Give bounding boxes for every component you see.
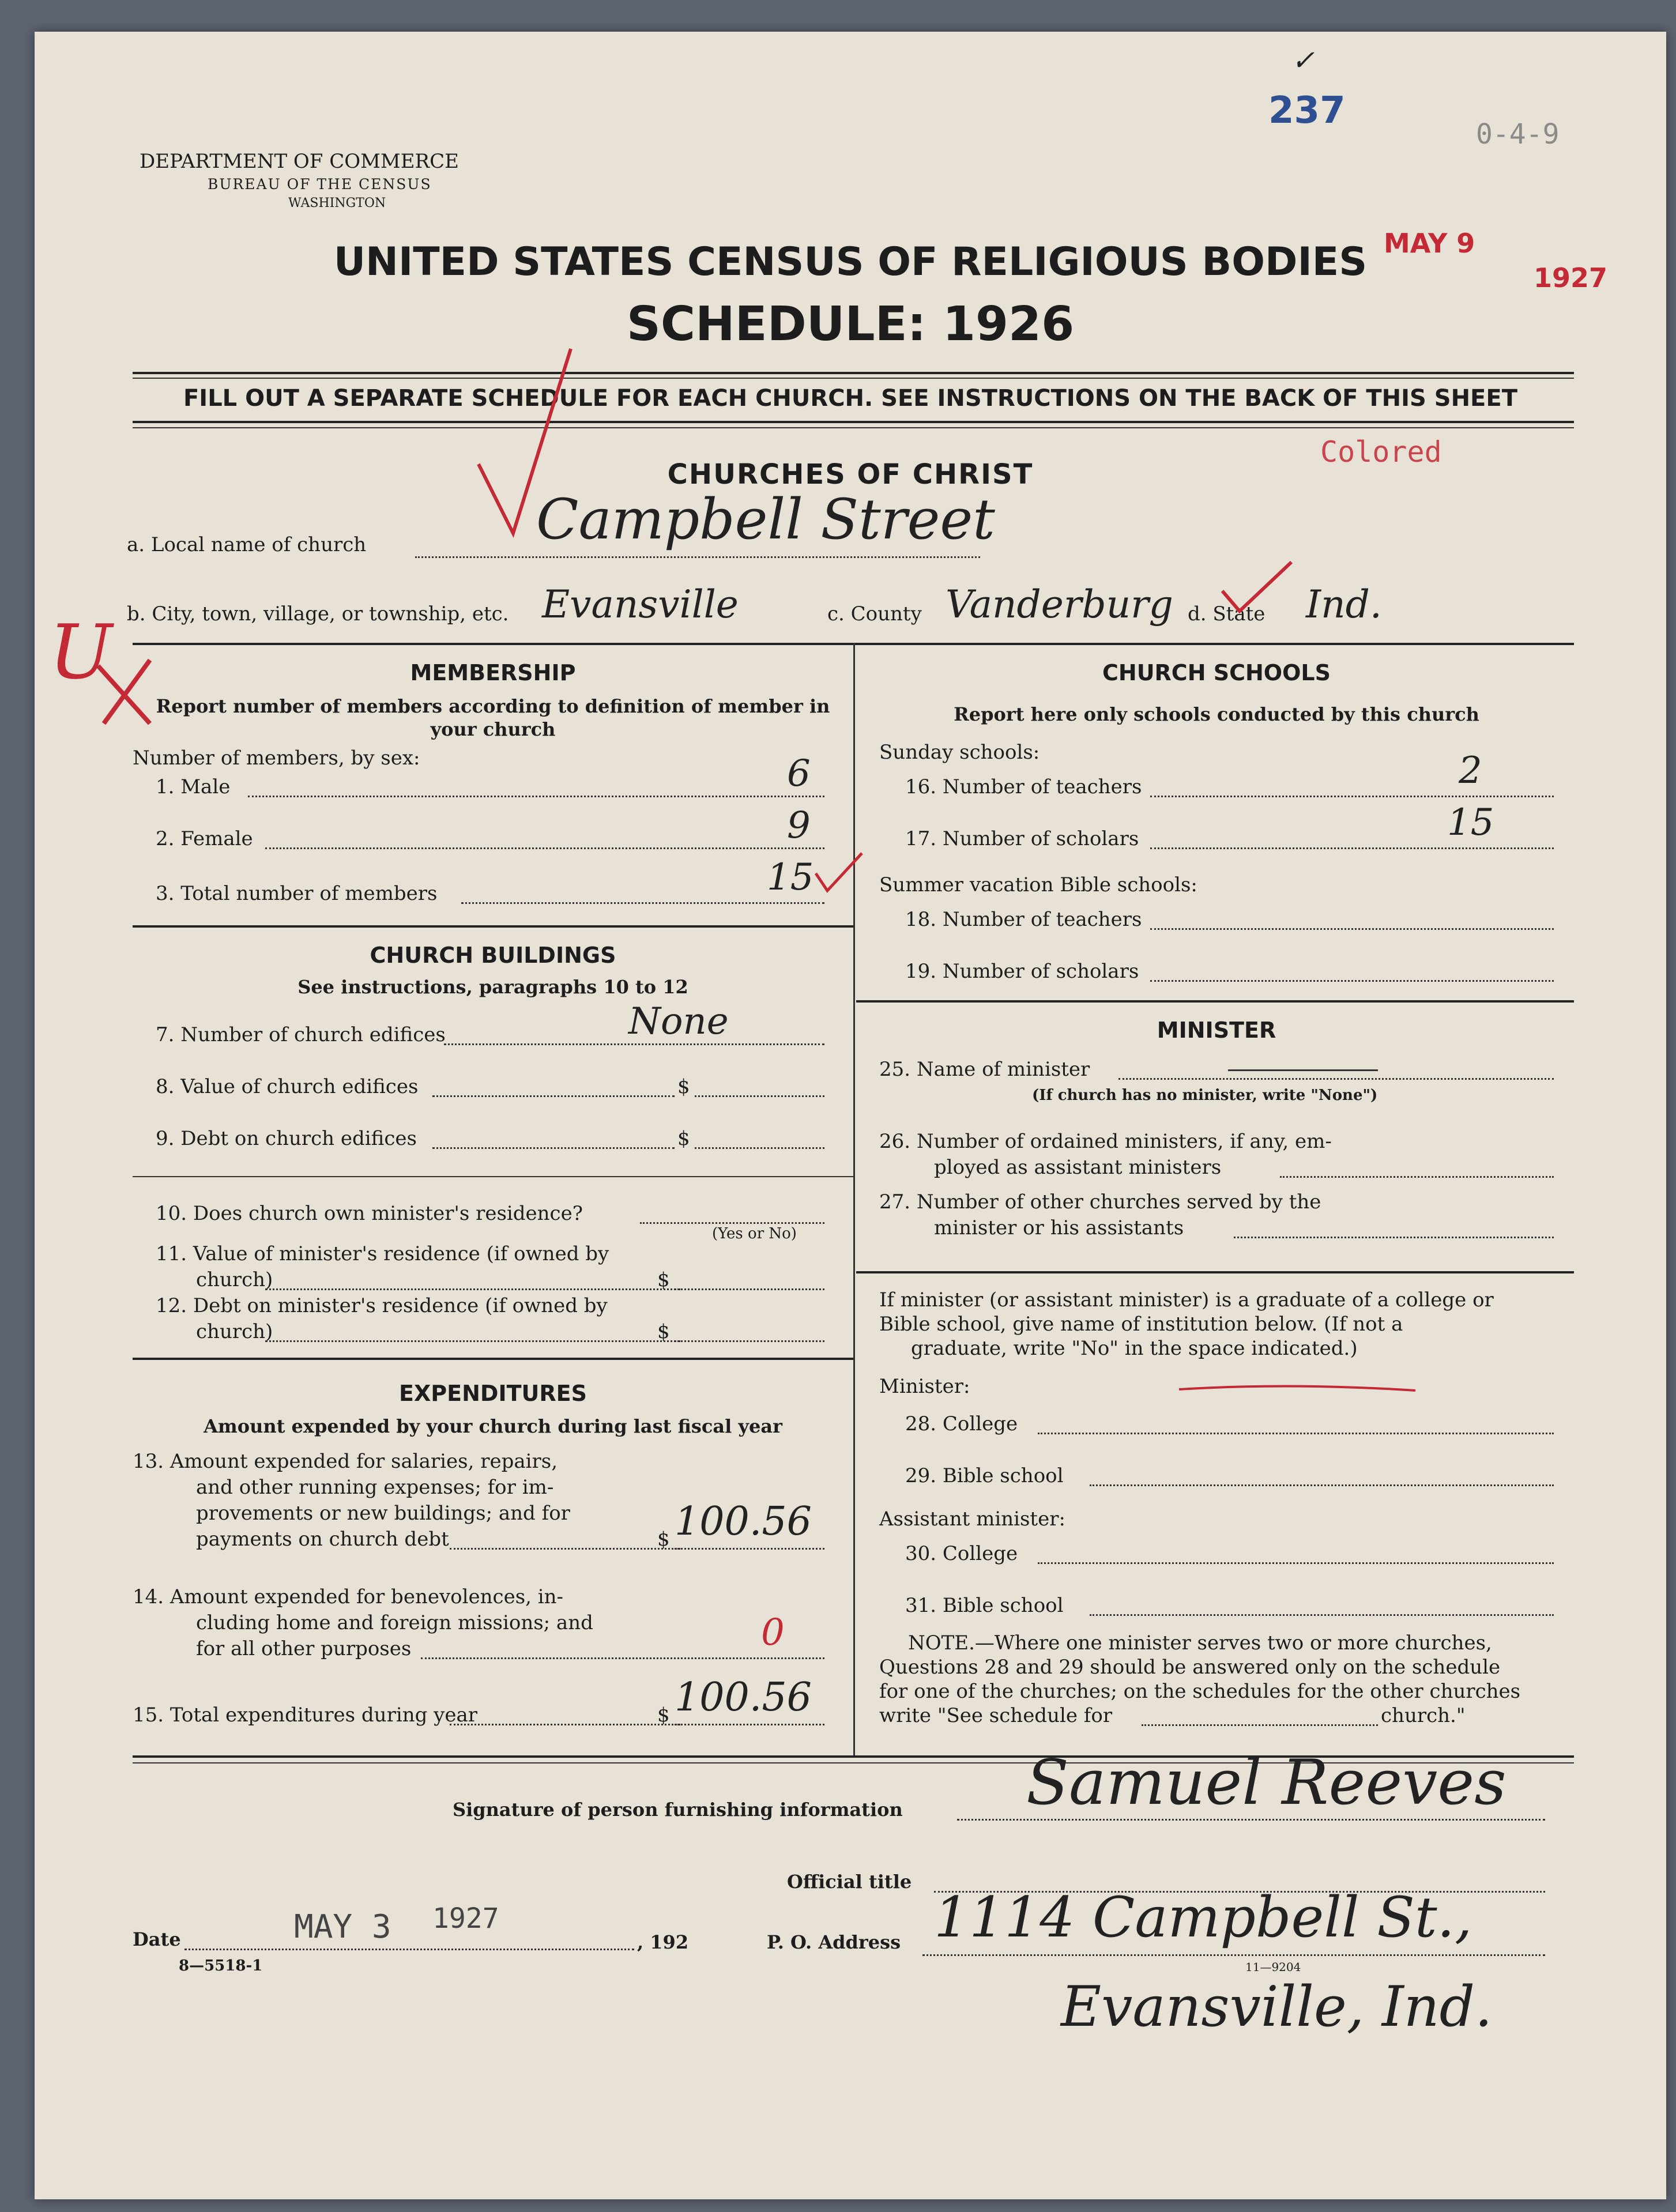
label-total-members: 3. Total number of members xyxy=(156,882,438,905)
label-running-expenses-4: payments on church debt xyxy=(196,1528,449,1551)
line-total-members xyxy=(461,902,824,904)
expenditures-subheading: Amount expended by your church during last fiscal year xyxy=(204,1415,782,1437)
line-sunday-scholars xyxy=(1150,847,1554,849)
line-minister-bible-school xyxy=(1090,1484,1554,1486)
label-assistant-section: Assistant minister: xyxy=(879,1508,1065,1531)
label-benevolences-2: cluding home and foreign missions; and xyxy=(196,1611,593,1634)
dollar-sign: $ xyxy=(657,1528,670,1551)
line-benevolences xyxy=(421,1657,824,1659)
line-running-expenses-a xyxy=(450,1548,680,1550)
signature-label: Signature of person furnishing information xyxy=(453,1799,903,1821)
label-value-residence-2: church) xyxy=(196,1268,273,1291)
note-text-2: Questions 28 and 29 should be answered only on the schedule xyxy=(879,1656,1501,1679)
form-code: 8—5518-1 xyxy=(179,1957,263,1974)
label-minister-section: Minister: xyxy=(879,1375,970,1398)
received-stamp-date: MAY 9 xyxy=(1384,228,1475,259)
line-male xyxy=(248,796,824,797)
denomination-heading: CHURCHES OF CHRIST xyxy=(667,458,1034,491)
summer-schools: Summer vacation Bible schools: xyxy=(879,873,1197,896)
address-line2: Evansville, Ind. xyxy=(1061,1974,1493,2039)
value-state: Ind. xyxy=(1306,582,1382,627)
minister-heading: MINISTER xyxy=(1157,1018,1276,1043)
red-check-county xyxy=(1216,556,1297,620)
label-running-expenses-3: provements or new buildings; and for xyxy=(196,1502,570,1525)
membership-heading: MEMBERSHIP xyxy=(410,660,576,685)
form-title: UNITED STATES CENSUS OF RELIGIOUS BODIES xyxy=(333,239,1368,285)
members-by-sex: Number of members, by sex: xyxy=(133,747,420,770)
rule-buildings xyxy=(133,1176,853,1177)
date-year-suffix: , 192 xyxy=(637,1931,689,1953)
date-label: Date xyxy=(133,1928,181,1950)
line-minister-name xyxy=(1118,1078,1554,1080)
rule-under-banner xyxy=(133,421,1574,423)
buildings-subheading: See instructions, paragraphs 10 to 12 xyxy=(297,976,688,998)
label-debt-residence: 12. Debt on minister's residence (if owned by xyxy=(156,1294,608,1317)
rule-membership xyxy=(133,925,853,928)
label-total-expenditures: 15. Total expenditures during year xyxy=(133,1704,478,1727)
schools-subheading: Report here only schools conducted by this church xyxy=(954,703,1479,725)
line-sunday-teachers xyxy=(1150,796,1554,797)
label-city: b. City, town, village, or township, etc. xyxy=(127,602,509,625)
label-debt-edifices: 9. Debt on church edifices xyxy=(156,1127,417,1150)
dept-heading: DEPARTMENT OF COMMERCE xyxy=(140,150,459,173)
dollar-sign: $ xyxy=(677,1127,690,1150)
label-other-churches-2: minister or his assistants xyxy=(934,1216,1184,1239)
label-minister-bible-school: 29. Bible school xyxy=(905,1464,1064,1487)
label-value-edifices: 8. Value of church edifices xyxy=(156,1075,419,1098)
city-heading: WASHINGTON xyxy=(288,196,386,210)
line-signature xyxy=(957,1819,1545,1821)
label-state: d. State xyxy=(1188,602,1266,625)
rule-under-banner-2 xyxy=(133,427,1574,428)
signature-value: Samuel Reeves xyxy=(1026,1747,1506,1819)
label-debt-residence-2: church) xyxy=(196,1320,273,1343)
note-text: NOTE.—Where one minister serves two or more churches, xyxy=(908,1631,1492,1655)
minister-name-stroke xyxy=(1228,1069,1378,1071)
label-assistant-college: 30. College xyxy=(905,1542,1018,1565)
value-running-expenses: 100.56 xyxy=(675,1499,812,1544)
label-other-churches: 27. Number of other churches served by the xyxy=(879,1190,1321,1214)
date-stamp-year: 1927 xyxy=(432,1902,499,1935)
membership-subheading: Report number of members according to definition of member in your church xyxy=(156,695,830,740)
label-value-residence: 11. Value of minister's residence (if owned by xyxy=(156,1242,609,1265)
line-value-residence-a xyxy=(265,1288,680,1290)
value-female: 9 xyxy=(787,804,811,847)
buildings-heading: CHURCH BUILDINGS xyxy=(370,943,616,968)
label-summer-teachers: 18. Number of teachers xyxy=(905,908,1142,931)
label-minister-name: 25. Name of minister xyxy=(879,1058,1090,1081)
line-address xyxy=(922,1954,1545,1956)
value-total-members: 15 xyxy=(767,856,814,899)
label-minister-college: 28. College xyxy=(905,1412,1018,1435)
dollar-sign: $ xyxy=(657,1320,670,1343)
yes-no-hint: (Yes or No) xyxy=(712,1225,797,1242)
label-running-expenses-2: and other running expenses; for im- xyxy=(196,1476,554,1499)
value-county: Vanderburg xyxy=(946,582,1173,627)
line-summer-scholars xyxy=(1150,980,1554,982)
line-value-edifices-a xyxy=(432,1095,675,1097)
value-benevolences: 0 xyxy=(761,1611,785,1654)
check-mark: ✓ xyxy=(1291,44,1315,77)
label-benevolences: 14. Amount expended for benevolences, in- xyxy=(133,1585,564,1608)
label-owns-residence: 10. Does church own minister's residence? xyxy=(156,1202,583,1225)
expenditures-heading: EXPENDITURES xyxy=(399,1381,587,1406)
graduate-instructions: If minister (or assistant minister) is a graduate of a college or xyxy=(879,1288,1494,1312)
census-form-sheet xyxy=(35,32,1666,2199)
rule-residence xyxy=(133,1358,853,1360)
colored-stamp: Colored xyxy=(1320,435,1442,469)
schools-heading: CHURCH SCHOOLS xyxy=(1102,660,1331,685)
rule-minister xyxy=(856,1271,1574,1273)
line-date xyxy=(184,1949,634,1950)
rule-top xyxy=(133,372,1574,374)
graduate-instructions-2: Bible school, give name of institution below. (If not a xyxy=(879,1313,1403,1336)
minister-name-hint: (If church has no minister, write "None") xyxy=(1032,1087,1378,1104)
line-total-expenditures-a xyxy=(450,1724,680,1725)
line-church-edifices xyxy=(444,1043,824,1045)
line-assistant-ministers xyxy=(1280,1176,1554,1178)
red-underline xyxy=(1176,1378,1418,1401)
red-check-total xyxy=(813,850,865,896)
value-church-edifices: None xyxy=(628,1000,729,1043)
line-debt-residence-a xyxy=(265,1340,680,1342)
line-minister-college xyxy=(1038,1433,1554,1434)
label-sunday-teachers: 16. Number of teachers xyxy=(905,775,1142,798)
margin-mark: U xyxy=(49,608,112,696)
label-male: 1. Male xyxy=(156,775,231,798)
line-value-residence-b xyxy=(675,1288,824,1290)
dollar-sign: $ xyxy=(677,1075,690,1098)
label-church-edifices: 7. Number of church edifices xyxy=(156,1023,446,1046)
value-male: 6 xyxy=(787,752,811,795)
graduate-instructions-3: graduate, write "No" in the space indicated.) xyxy=(911,1337,1358,1360)
line-assistant-bible-school xyxy=(1090,1614,1554,1616)
label-assistant-ministers: 26. Number of ordained ministers, if any, em- xyxy=(879,1130,1332,1153)
label-local-name: a. Local name of church xyxy=(127,533,367,556)
line-debt-residence-b xyxy=(675,1340,824,1342)
line-assistant-college xyxy=(1038,1562,1554,1564)
label-assistant-ministers-2: ployed as assistant ministers xyxy=(934,1156,1222,1179)
note-text-3: for one of the churches; on the schedules for the other churches xyxy=(879,1680,1521,1703)
received-stamp-year: 1927 xyxy=(1534,262,1608,293)
line-summer-teachers xyxy=(1150,928,1554,930)
value-city: Evansville xyxy=(542,582,739,627)
line-female xyxy=(265,847,824,849)
note-text-4: write "See schedule for xyxy=(879,1704,1113,1727)
dollar-sign: $ xyxy=(657,1704,670,1727)
label-assistant-bible-school: 31. Bible school xyxy=(905,1594,1064,1617)
rule-schools xyxy=(856,1000,1574,1003)
label-sunday-scholars: 17. Number of scholars xyxy=(905,827,1139,850)
label-running-expenses: 13. Amount expended for salaries, repairs, xyxy=(133,1450,558,1473)
label-benevolences-3: for all other purposes xyxy=(196,1637,412,1660)
print-code: 11—9204 xyxy=(1245,1960,1301,1974)
address-line1: 1114 Campbell St., xyxy=(934,1885,1472,1950)
line-debt-edifices-a xyxy=(432,1147,675,1149)
rule-top-2 xyxy=(133,378,1574,379)
value-total-expenditures: 100.56 xyxy=(675,1675,812,1720)
value-sunday-scholars: 15 xyxy=(1447,801,1494,844)
value-sunday-teachers: 2 xyxy=(1459,749,1482,792)
value-local-name: Campbell Street xyxy=(536,487,995,552)
line-other-churches xyxy=(1234,1237,1554,1238)
line-debt-edifices-b xyxy=(695,1147,824,1149)
form-number-stamp: 237 xyxy=(1268,89,1346,132)
label-county: c. County xyxy=(827,602,922,625)
column-divider xyxy=(853,643,855,1755)
line-see-schedule xyxy=(1142,1724,1378,1726)
bureau-heading: BUREAU OF THE CENSUS xyxy=(208,176,432,193)
line-owns-residence xyxy=(640,1222,824,1224)
official-title-label: Official title xyxy=(787,1871,912,1893)
label-summer-scholars: 19. Number of scholars xyxy=(905,960,1139,983)
instruction-banner: FILL OUT A SEPARATE SCHEDULE FOR EACH CHURCH. SEE INSTRUCTIONS ON THE BACK OF THIS SHEET xyxy=(183,385,1517,412)
address-label: P. O. Address xyxy=(767,1931,901,1953)
line-running-expenses-b xyxy=(675,1548,824,1550)
form-schedule-year: SCHEDULE: 1926 xyxy=(626,297,1075,352)
note-text-5: church." xyxy=(1381,1704,1466,1727)
line-local-name xyxy=(415,556,980,558)
label-female: 2. Female xyxy=(156,827,253,850)
form-code-stamp: 0-4-9 xyxy=(1476,118,1560,150)
sunday-schools: Sunday schools: xyxy=(879,741,1040,764)
line-total-expenditures-b xyxy=(675,1724,824,1725)
date-stamp-month: MAY 3 xyxy=(294,1908,391,1946)
dollar-sign: $ xyxy=(657,1268,670,1291)
line-value-edifices-b xyxy=(695,1095,824,1097)
